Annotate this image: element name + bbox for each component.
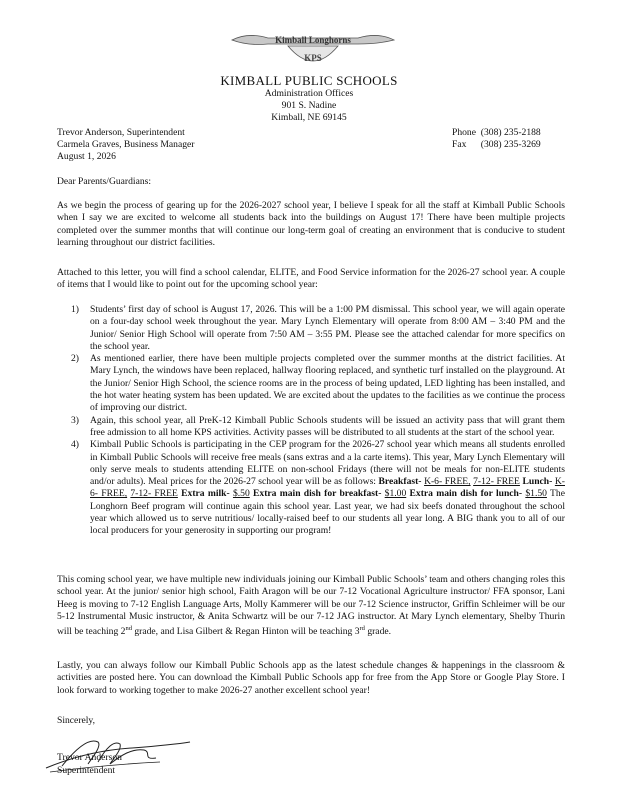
signer-title: Superintendent (57, 765, 116, 776)
extra-breakfast-label: Extra main dish for breakfast- (253, 488, 382, 500)
signoff: Sincerely, (57, 715, 96, 726)
breakfast-k6-price: K-6- FREE, (424, 476, 471, 488)
list-item: 1) Students’ first day of school is August 17, 2026. This will be a 1:00 PM dismissal. This school year, we will again operate on a four-day school week throughout the year. Mary Lynch Elementary will operate from 8:00 AM – 3:40 PM and the Junior/ Senior High School will operate from 7:50 AM – 3:55 PM. Please see the attached calendar for more specifics on the school year. (71, 304, 565, 352)
attached-paragraph: Attached to this letter, you will find a school calendar, ELITE, and Food Service information for the 2026-27 school year. A couple of items that I would like to point out for the upcoming school year: (57, 267, 565, 291)
breakfast-712-price: 7-12- FREE (473, 476, 520, 488)
office-name: Administration Offices (264, 88, 354, 99)
kimball-longhorns-logo (228, 30, 398, 74)
salutation: Dear Parents/Guardians: (57, 176, 152, 187)
street-address: 901 S. Nadine (281, 100, 337, 111)
list-item: 2) As mentioned earlier, there have been multiple projects completed over the summer months at the district facilities. At Mary Lynch, the windows have been replaced, hallway flooring replaced, and synthetic turf installed on the playground. At the Junior/ Senior High School, the science rooms are in the process of being updated, LED lighting has been installed, and the hot water heating system has been updated. We are excited about the updates to the facilities as we continue the process of improving our district. (71, 353, 565, 414)
fax-number: Fax (308) 235-3269 (452, 139, 541, 150)
lunch-label: Lunch- (522, 476, 553, 488)
extra-lunch-label: Extra main dish for lunch- (409, 488, 523, 500)
signer-name: Trevor Anderson (57, 752, 122, 763)
sender-superintendent: Trevor Anderson, Superintendent (57, 127, 185, 138)
lunch-712-price: 7-12- FREE (130, 488, 178, 500)
staff-paragraph: This coming school year, we have multiple new individuals joining our Kimball Public Schools’ team and others changing roles this school year. At the junior/ senior high school, Faith Aragon will be our 7-12 Vocational Agriculture instructor/ FFA sponsor, Lani Heeg is moving to 7-12 English Language Arts, Molly Kammerer will be our 7-12 Science instructor, Griffin Schleimer will be our 5-12 Instrumental Music instructor, & Anita Schwartz will be our 7-12 JAG instructor. At Mary Lynch elementary, Shelby Thurin will be teaching 2nd grade, and Lisa Gilbert & Regan Hinton will be teaching 3rd grade. (57, 574, 565, 638)
sender-business-manager: Carmela Graves, Business Manager (57, 139, 195, 150)
breakfast-label: Breakfast- (378, 476, 422, 488)
org-name: KIMBALL PUBLIC SCHOOLS (220, 73, 398, 88)
city-address: Kimball, NE 69145 (271, 112, 347, 123)
list-item: 3) Again, this school year, all PreK-12 Kimball Public Schools students will be issued an activity pass that will grant them free admission to all home KPS activities. Activity passes will be distributed to all students at the start of the school year. (71, 414, 565, 438)
letter-date: August 1, 2026 (57, 151, 116, 162)
extra-breakfast-price: $1.00 (384, 488, 407, 500)
extra-lunch-price: $1.50 (525, 488, 547, 500)
numbered-list (57, 304, 565, 538)
phone-number: Phone (308) 235-2188 (452, 127, 541, 138)
milk-price: $.50 (232, 488, 250, 500)
closing-paragraph: Lastly, you can always follow our Kimball Public Schools app as the latest schedule changes & happenings in the classroom & activities are posted here. You can download the Kimball Public Schools app for free from the App Store or Google Play Store. I look forward to working together to make 2026-27 another excellent school year! (57, 660, 565, 696)
logo-text: Kimball Longhorns (275, 35, 351, 45)
intro-paragraph: As we begin the process of gearing up for the 2026-2027 school year, I believe I speak for all the staff at Kimball Public Schools when I say we are excited to welcome all students back into the buildings on August 17! There have been multiple projects completed over the summer months that will continue our long-term goal of creating an environment that is conducive to student learning throughout our district facilities. (57, 200, 565, 248)
lunch-k6-price: K-6- FREE, (90, 476, 565, 500)
logo-initials: KPS (304, 53, 322, 63)
milk-label: Extra milk- (181, 488, 230, 500)
list-item-meals: 4) Kimball Public Schools is participating in the CEP program for the 2026-27 school year which means all students enrolled in Kimball Public Schools will receive free meals (sans extras and a la carte items). This year, Mary Lynch Elementary will only serve meals to students attending ELITE on non-school Fridays (there will not be meals for non-ELITE students and/or adults). Meal prices for the 2026-27 school year will be as follows: Breakfast- K-6- FREE, 7-12- FREE Lunch- K-6- FREE, 7-12- FREE Extra milk- $.50 Extra main dish for breakfast- $1.00 Extra main dish for lunch- $1.50 The Longhorn Beef program will continue again this school year. Last year, we had six beefs donated throughout the school year which allowed us to serve nutritious/ locally-raised beef to our students all year long. A BIG thank you to all of our local producers for your generosity in supporting our program! (71, 439, 565, 537)
